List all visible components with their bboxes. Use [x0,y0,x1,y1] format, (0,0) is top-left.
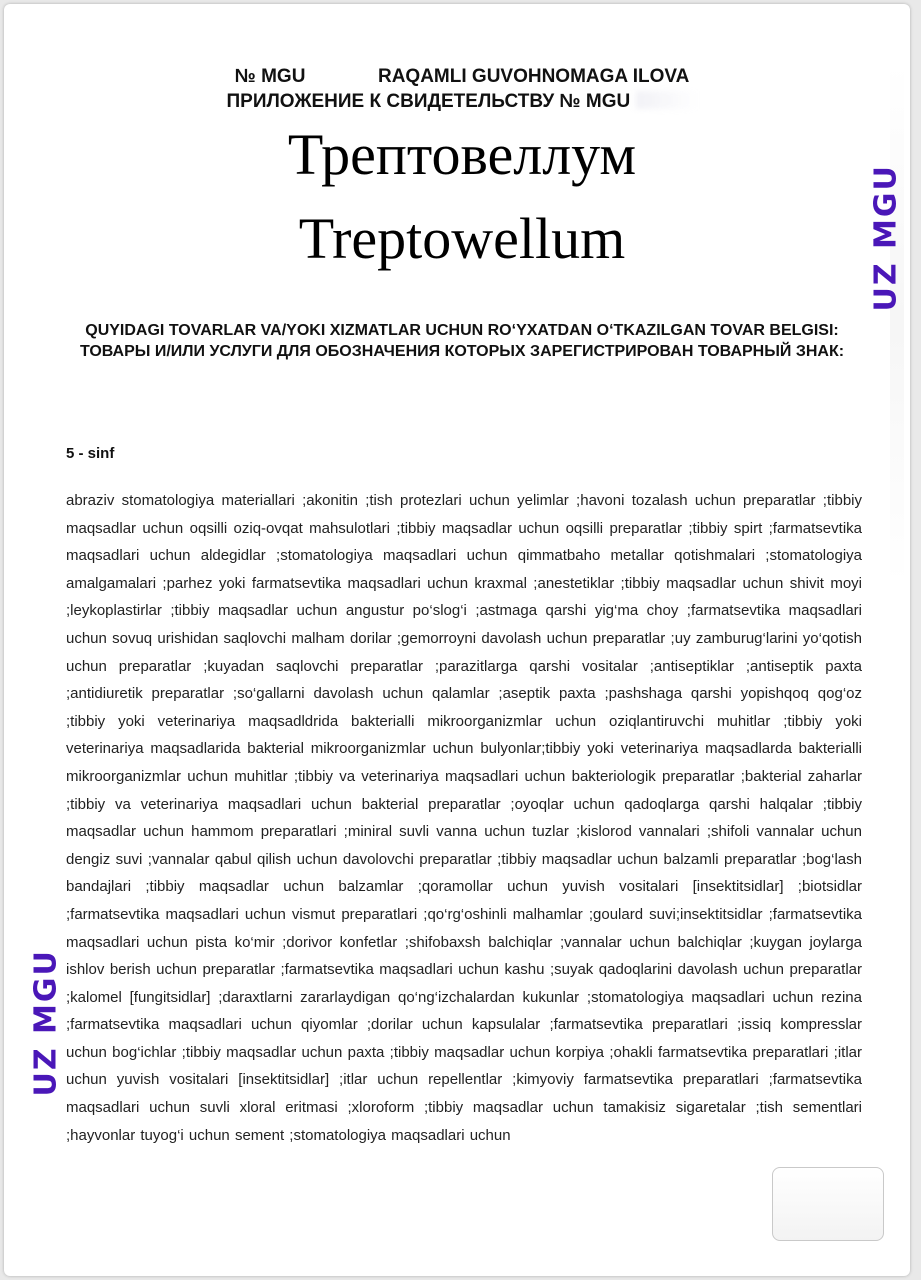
redacted-number [311,66,373,84]
goods-heading [44,320,880,362]
header-title-uz: RAQAMLI GUVOHNOMAGA ILOVA [378,66,689,87]
corner-sticker [772,1167,884,1241]
goods-list-text: abraziv stomatologiya materiallari ;akonitin ;tish protezlari uchun yelimlar ;havoni tozalash uchun preparatlar ;tibbiy maqsadlar uchun oqsilli oziq-ovqat mahsulotlari ;tibbiy maqsadlar uchun oqsilli preparatlar ;tibbiy spirt ;farmatsevtika maqsadlari uchun aldegidlar ;stomatologiya maqsadlari uchun qimmatbaho metallar qotishmalari ;stomatologiya amalgamalari ;parhez yoki farmatsevtika maqsadlari uchun kraxmal ;anestetiklar ;tibbiy maqsadlar uchun shivit moyi ;leykoplastirlar ;tibbiy maqsadlar uchun angustur po‘slog‘i ;astmaga qarshi yig‘ma choy ;farmatsevtika maqsadlari uchun sovuq urishidan saqlovchi malham dorilar ;gemorroyni davolash uchun preparatlar ;uy zamburug‘larini yo‘qotish uchun preparatlar ;kuyadan saqlovchi preparatlar ;parazitlarga qarshi vositalar ;antiseptiklar ;antiseptik paxta ;antidiuretik preparatlar ;so‘gallarni davolash uchun qalamlar ;aseptik paxta ;pashshaga qarshi yopishqoq qog‘oz ;tibbiy yoki veterinariya maqsadldrida bakterialli mikroorganizmlar uchun oziqlantiruvchi muhitlar ;tibbiy yoki veterinariya maqsadlarida bakterial mikroorganizmlar uchun bulyonlar;tibbiy yoki veterinariya maqsadlarda bakterialli mikroorganizmlar uchun muhitlar ;tibbiy va veterinariya maqsadlari uchun bakteriologik preparatlar ;bakterial zaharlar ;tibbiy va veterinariya maqsadlari uchun bakterial preparatlar ;oyoqlar uchun qadoqlarga qarshi halqalar ;tibbiy maqsadlar uchun hammom preparatlari ;miniral suvli vanna uchun tuzlar ;kislorod vannalari ;shifoli vannalar uchun dengiz suvi ;vannalar qabul qilish uchun davolovchi preparatlar ;tibbiy maqsadlar uchun balzamli preparatlar ;bog‘lash bandajlari ;tibbiy maqsadlar uchun balzamlar ;qoramollar uchun yuvish vositalari [insektitsidlar] ;biotsidlar ;farmatsevtika maqsadlari uchun vismut preparatlari ;qo‘rg‘oshinli malhamlar ;goulard suvi;insektitsidlar ;farmatsevtika maqsadlari uchun pista ko‘mir ;dorivor konfetlar ;shifobaxsh balchiqlar ;vannalar uchun balchiqlar ;kuygan joylarga ishlov berish uchun preparatlar ;farmatsevtika maqsadlari uchun kashu ;suyak qadoqlarini davolash uchun preparatlar ;kalomel [fungitsidlar] ;daraxtlarni zararlaydigan qo‘ng‘izchalardan kukunlar ;stomatologiya maqsadlari uchun rezina ;farmatsevtika maqsadlari uchun qiyomlar ;dorilar uchun kapsulalar ;farmatsevtika preparatlari ;issiq kompresslar uchun bog‘ichlar ;tibbiy maqsadlar uchun paxta ;tibbiy maqsadlar uchun korpiya ;ohakli farmatsevtika preparatlari ;itlar uchun yuvish vositalari [insektitsidlar] ;itlar uchun repellentlar ;kimyoviy farmatsevtika preparatlari ;farmatsevtika maqsadlari uchun suvli xloral eritmasi ;xloroform ;tibbiy maqsadlar uchun tamakisiz sigaretalar ;tish sementlari ;hayvonlar tuyog‘i uchun sement ;stomatologiya maqsadlari uchun [66,487,862,1149]
redacted-number-ru [636,91,698,109]
watermark-left: UZ MGU [29,957,64,1097]
goods-heading-uz: QUYIDAGI TOVARLAR VA/YOKI XIZMATLAR UCHUN RO‘YXATDAN O‘TKAZILGAN TOVAR BELGISI: [44,320,880,341]
class-title: 5 - sinf [66,445,114,462]
header-number-prefix: № MGU [235,66,306,87]
trademark-latin: Treptowellum [4,206,910,272]
document-page [4,4,910,1276]
goods-heading-ru: ТОВАРЫ И/ИЛИ УСЛУГИ ДЛЯ ОБОЗНАЧЕНИЯ КОТОРЫХ ЗАРЕГИСТРИРОВАН ТОВАРНЫЙ ЗНАК: [44,341,880,362]
certificate-header [4,64,910,114]
header-title-ru: ПРИЛОЖЕНИЕ К СВИДЕТЕЛЬСТВУ № MGU [226,91,630,112]
trademark-cyrillic: Трептовеллум [4,122,910,188]
header-line-uz [4,64,910,89]
header-line-ru [4,89,910,114]
watermark-right: UZ MGU [869,172,904,312]
